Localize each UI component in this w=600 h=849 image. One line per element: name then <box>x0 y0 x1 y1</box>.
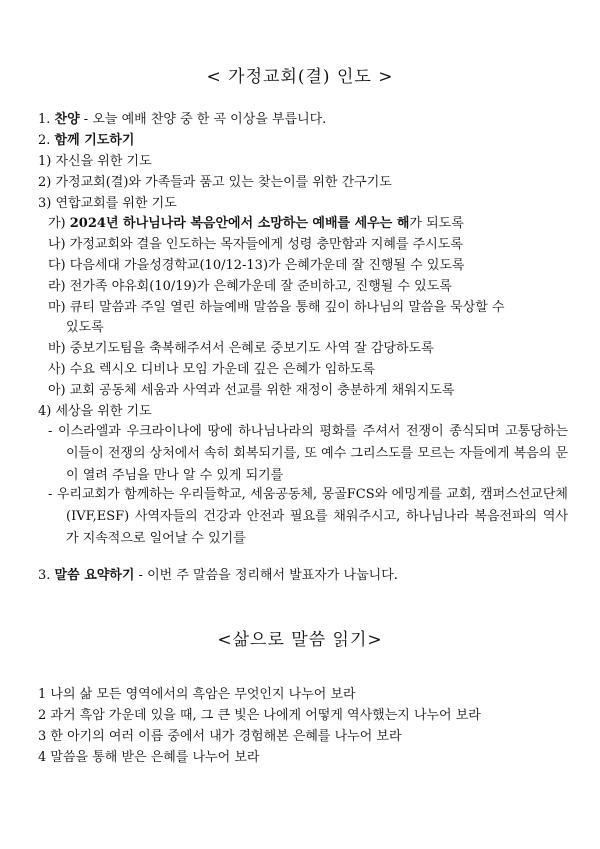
item-text: - 오늘 예배 찬양 중 한 곡 이상을 부릅니다. <box>79 112 327 127</box>
item-text: - 이번 주 말씀을 정리해서 발표자가 나눕니다. <box>134 568 398 583</box>
sub-marker: 가) <box>48 216 70 231</box>
prayer-church-ma-cont: 있도록 <box>66 320 104 335</box>
item-number: 1. <box>38 112 51 127</box>
item-pray-together <box>38 131 568 151</box>
sub-text: 가 되도록 <box>409 216 464 231</box>
section-title-home-church: < 가정교회(결) 인도 > <box>206 67 394 87</box>
item-summary <box>38 566 568 586</box>
item-heading: 찬양 <box>54 112 80 127</box>
question-4: 4 말씀을 통해 받은 은혜를 나누어 보라 <box>38 750 260 765</box>
prayer-self: 1) 자신을 위한 기도 <box>38 154 152 169</box>
prayer-church-ma: 마) 큐티 말씀과 주일 열린 하늘예배 말씀을 통해 깊이 하나님의 말씀을 묵상할 수 <box>48 300 505 315</box>
question-2: 2 과거 흑암 가운데 있을 때, 그 큰 빛은 나에게 어떻게 역사했는지 나누어 보라 <box>38 708 481 723</box>
prayer-church: 3) 연합교회를 위한 기도 <box>38 196 177 211</box>
question-1: 1 나의 삶 모든 영역에서의 흑암은 무엇인지 나누어 보라 <box>38 687 356 702</box>
prayer-church-ra: 라) 전가족 야유회(10/19)가 은혜가운데 잘 준비하고, 진행될 수 있도록 <box>48 279 452 294</box>
prayer-family: 2) 가정교회(결)와 가족들과 품고 있는 찾는이를 위한 간구기도 <box>38 175 392 190</box>
prayer-church-ga <box>48 214 578 234</box>
prayer-world-mission: - 우리교회가 함께하는 우리들학교, 세움공동체, 몽골FCS와 에밍게를 교회, 캠퍼스선교단체(IVF,ESF) 사역자들의 건강과 안전과 필요를 채워주시고, 하나님나라 복음전파의 역사가 지속적으로 일어날 수 있기를 <box>48 487 568 546</box>
prayer-church-na: 나) 가정교회와 결을 인도하는 목자들에게 성령 충만함과 지혜를 주시도록 <box>48 237 463 252</box>
item-heading: 말씀 요약하기 <box>54 568 135 583</box>
prayer-church-ba: 바) 중보기도팀을 축복해주셔서 은혜로 중보기도 사역 잘 감당하도록 <box>48 341 434 356</box>
item-number: 3. <box>38 568 51 583</box>
prayer-church-aa: 아) 교회 공동체 세움과 사역과 선교를 위한 재정이 충분하게 채워지도록 <box>48 383 455 398</box>
item-praise <box>38 110 568 130</box>
section-title-life-reading: <삶으로 말씀 읽기> <box>217 630 383 650</box>
question-3: 3 한 아기의 여러 이름 중에서 내가 경험해본 은혜를 나누어 보라 <box>38 729 402 744</box>
item-number: 2. <box>38 133 51 148</box>
item-heading: 함께 기도하기 <box>54 133 135 148</box>
prayer-world-peace: - 이스라엘과 우크라이나에 땅에 하나님나라의 평화를 주셔서 전쟁이 종식되며 고통당하는 이들이 전쟁의 상처에서 속히 회복되기를, 또 예수 그리스도를 모르는 자들에게 복음의 문이 열려 주님을 만나 알 수 있게 되기를 <box>48 424 568 483</box>
prayer-church-sa: 사) 수요 렉시오 디비나 모임 가운데 깊은 은혜가 임하도록 <box>48 362 375 377</box>
prayer-church-da: 다) 다음세대 가을성경학교(10/12-13)가 은혜가운데 잘 진행될 수 있도록 <box>48 258 465 273</box>
sub-bold-text: 2024년 하나님나라 복음안에서 소망하는 예배를 세우는 해 <box>69 216 410 231</box>
prayer-world: 4) 세상을 위한 기도 <box>38 404 152 419</box>
